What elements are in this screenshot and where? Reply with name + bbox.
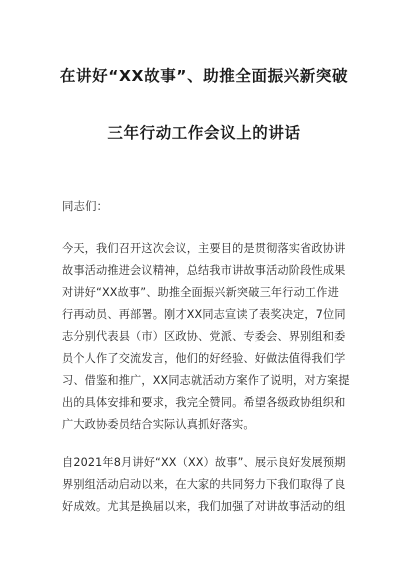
paragraph-line: 员个人作了交流发言，他们的好经验、好做法值得我们学 [62, 352, 346, 365]
paragraph-2 [62, 452, 362, 518]
paragraph-line: 志分别代表县（市）区政协、党派、专委会、界别组和委 [62, 330, 346, 343]
paragraph-line: 故事活动推进会议精神，总结我市讲故事活动阶段性成果 [62, 264, 346, 277]
paragraph-line: 习、借鉴和推广，XX同志就活动方案作了说明，对方案提 [62, 374, 350, 387]
paragraph-line: 广大政协委员结合实际认真抓好落实。 [62, 418, 255, 431]
paragraph-line: 出的具体安排和要求，我完全赞同。希望各级政协组织和 [62, 396, 346, 409]
paragraph-line: 今天，我们召开这次会议，主要目的是贯彻落实省政协讲 [62, 242, 346, 255]
document-title-line-1: 在讲好“XX故事”、助推全面振兴新突破 [59, 67, 349, 85]
paragraph-line: 对讲好“XX故事”、助推全面振兴新突破三年行动工作进 [62, 286, 339, 299]
paragraph-line: 行再动员、再部署。刚才XX同志宣读了表奖决定，7位同 [62, 308, 346, 321]
salutation: 同志们： [62, 199, 108, 213]
paragraph-line: 好成效。尤其是换届以来，我们加强了对讲故事活动的组 [62, 500, 346, 513]
paragraph-line: 自2021年8月讲好“XX（XX）故事”、展示良好发展预期 [62, 456, 346, 469]
document-title-line-2: 三年行动工作会议上的讲话 [107, 124, 301, 142]
paragraph-1 [62, 238, 362, 436]
paragraph-line: 界别组活动启动以来，在大家的共同努力下我们取得了良 [62, 478, 346, 491]
